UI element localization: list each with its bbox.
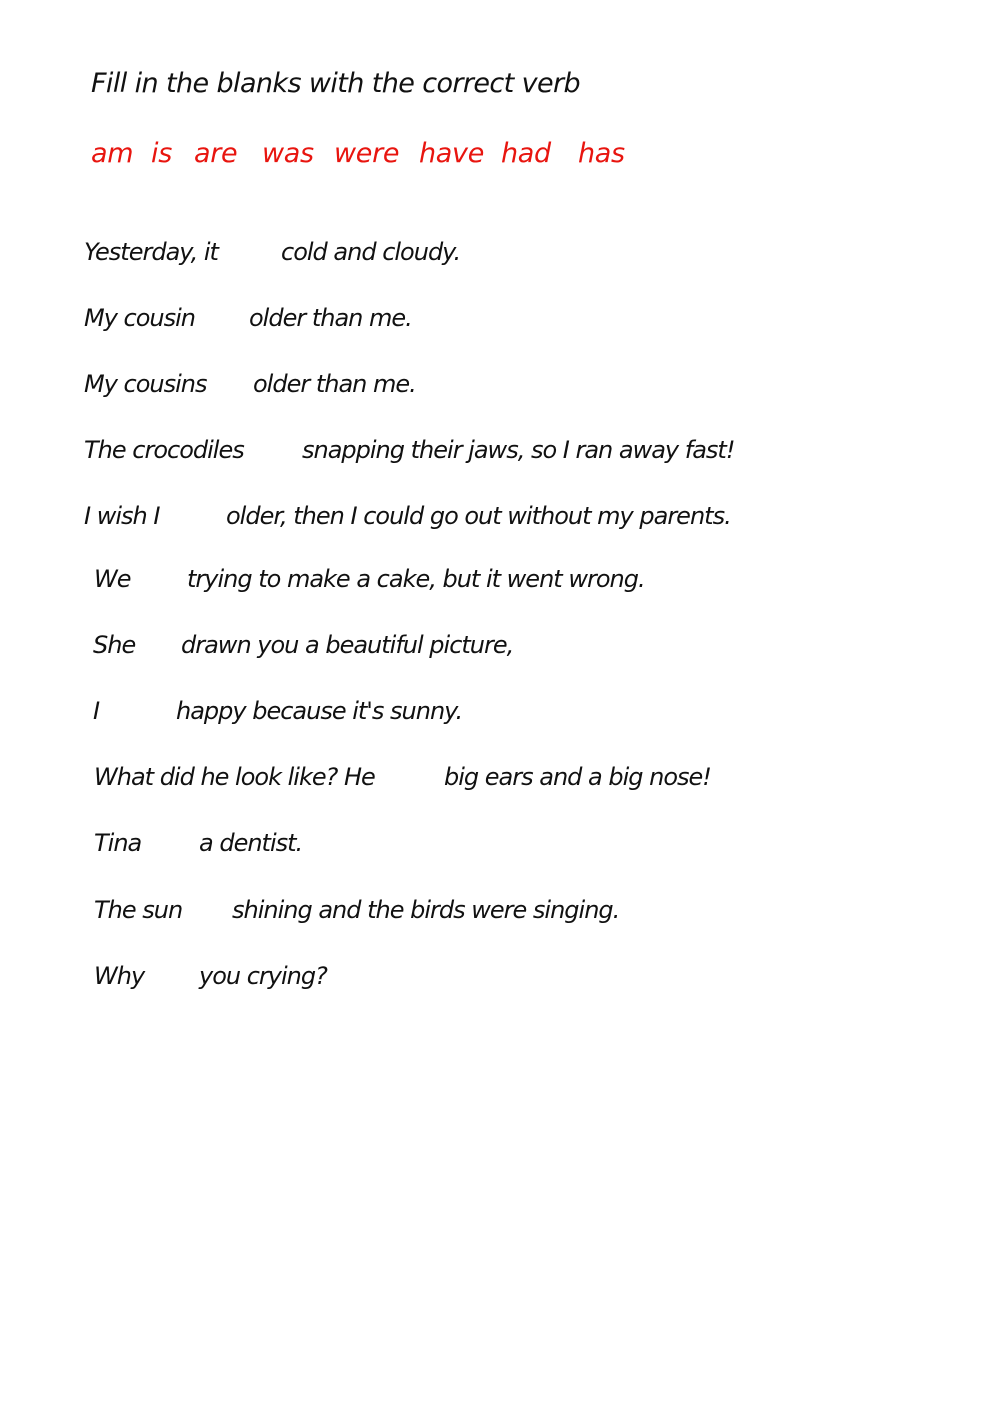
word-bank-item: has bbox=[578, 138, 625, 169]
sentence-start: Tina bbox=[94, 829, 142, 857]
sentence-start: My cousins bbox=[84, 370, 207, 398]
sentence-start: I wish I bbox=[84, 502, 160, 530]
answer-blank[interactable] bbox=[218, 238, 278, 270]
sentence-row bbox=[0, 370, 1000, 410]
sentence-row bbox=[0, 565, 1000, 605]
sentence-end: trying to make a cake, but it went wrong. bbox=[187, 565, 645, 593]
sentence-start: Why bbox=[94, 962, 145, 990]
word-bank-item: was bbox=[262, 138, 314, 169]
answer-blank[interactable] bbox=[132, 565, 184, 597]
sentence-row bbox=[0, 829, 1000, 869]
answer-blank[interactable] bbox=[142, 829, 196, 861]
sentence-row bbox=[0, 763, 1000, 803]
sentence-row bbox=[0, 436, 1000, 476]
answer-blank[interactable] bbox=[146, 962, 196, 994]
sentence-start: I bbox=[93, 697, 100, 725]
sentence-start: Yesterday, it bbox=[84, 238, 218, 266]
sentence-start: The sun bbox=[94, 896, 183, 924]
sentence-row bbox=[0, 631, 1000, 671]
sentence-row bbox=[0, 962, 1000, 1002]
page-title: Fill in the blanks with the correct verb bbox=[91, 68, 581, 99]
answer-blank[interactable] bbox=[188, 304, 246, 336]
word-bank-item: had bbox=[501, 138, 551, 169]
sentence-end: older, then I could go out without my parents. bbox=[226, 502, 731, 530]
sentence-row bbox=[0, 896, 1000, 936]
sentence-end: cold and cloudy. bbox=[281, 238, 461, 266]
sentence-end: older than me. bbox=[253, 370, 416, 398]
sentence-row bbox=[0, 502, 1000, 542]
answer-blank[interactable] bbox=[199, 370, 251, 402]
word-bank-item: is bbox=[151, 138, 172, 169]
word-bank-item: am bbox=[91, 138, 134, 169]
sentence-end: big ears and a big nose! bbox=[444, 763, 711, 791]
sentence-end: older than me. bbox=[249, 304, 412, 332]
sentence-start: The crocodiles bbox=[84, 436, 244, 464]
word-bank bbox=[0, 138, 1000, 178]
sentence-end: drawn you a beautiful picture, bbox=[181, 631, 514, 659]
sentence-start: She bbox=[93, 631, 136, 659]
answer-blank[interactable] bbox=[180, 896, 228, 928]
sentence-end: snapping their jaws, so I ran away fast! bbox=[302, 436, 735, 464]
word-bank-item: have bbox=[419, 138, 485, 169]
sentence-end: happy because it's sunny. bbox=[176, 697, 463, 725]
sentence-row bbox=[0, 238, 1000, 278]
sentence-row bbox=[0, 304, 1000, 344]
answer-blank[interactable] bbox=[160, 502, 224, 534]
answer-blank[interactable] bbox=[136, 631, 178, 663]
sentence-end: a dentist. bbox=[199, 829, 303, 857]
answer-blank[interactable] bbox=[362, 763, 440, 795]
sentence-start: We bbox=[94, 565, 131, 593]
sentence-start: What did he look like? He bbox=[94, 763, 375, 791]
sentence-start: My cousin bbox=[84, 304, 196, 332]
answer-blank[interactable] bbox=[106, 697, 172, 729]
answer-blank[interactable] bbox=[240, 436, 298, 468]
sentence-end: you crying? bbox=[199, 962, 327, 990]
word-bank-item: are bbox=[194, 138, 238, 169]
word-bank-item: were bbox=[334, 138, 400, 169]
sentence-row bbox=[0, 697, 1000, 737]
sentence-end: shining and the birds were singing. bbox=[232, 896, 620, 924]
